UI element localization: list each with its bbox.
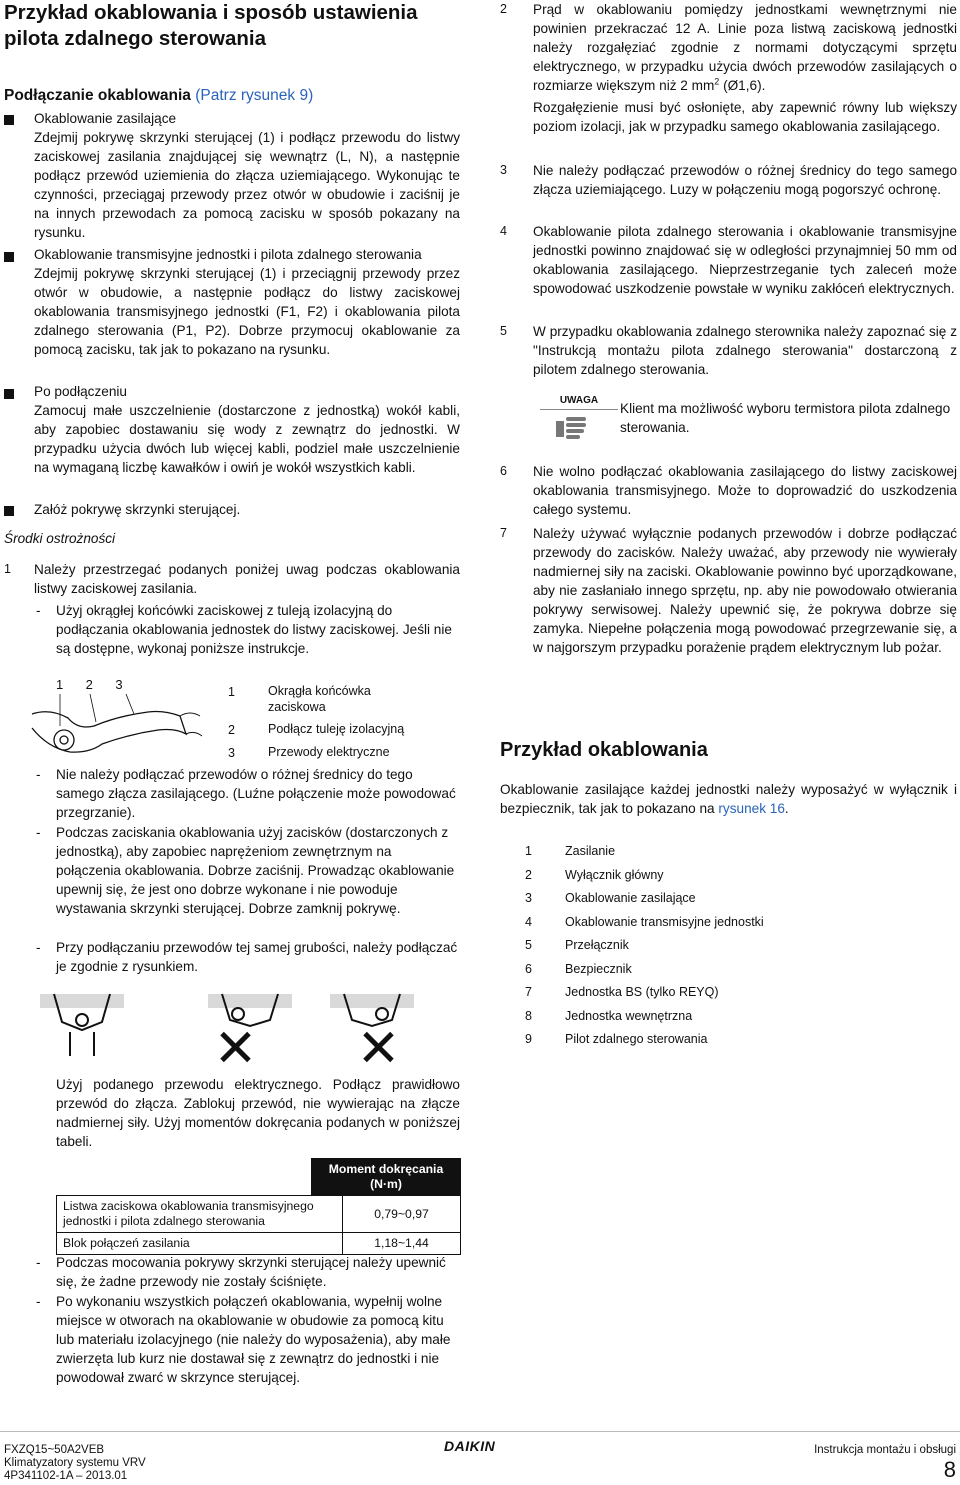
- right-item-6: Nie wolno podłączać okablowania zasilającego do listwy zaciskowej okablowania transmisyjnego. Może to doprowadzić do uszkodzenia całego systemu.: [533, 464, 957, 517]
- note-label: UWAGA: [540, 395, 618, 410]
- dash-marker: -: [36, 1255, 41, 1270]
- legend-item: 8 Jednostka wewnętrzna: [525, 1008, 693, 1023]
- bullet-square-icon: [4, 389, 14, 399]
- legend-number: 1: [228, 685, 235, 699]
- table-cell-value: 0,79~0,97: [343, 1196, 461, 1233]
- precaution-dash-6: Po wykonaniu wszystkich połączeń okablowania, wypełnij wolne miejsce w otworach na okablowanie w obudowie za pomocą kitu lub materiału izolacyjnego (nie należy do wyposażenia), aby małe zwierzęta lub kurz nie dostawał się z zewnątrz do jednostki i nie powodował zwarć w skrzynce sterującej.: [56, 1294, 451, 1385]
- table-cell-label: Listwa zaciskowa okablowania transmisyjnego jednostki i pilota zdalnego sterowania: [57, 1196, 343, 1233]
- correct-connection-icon: [40, 994, 124, 1056]
- legend-item: 5 Przełącznik: [525, 938, 629, 952]
- list-number: 4: [500, 224, 507, 238]
- list-number: 3: [500, 163, 507, 177]
- note-text: Klient ma możliwość wyboru termistora pilota zdalnego sterowania.: [620, 401, 951, 435]
- precaution-dash-4: Przy podłączaniu przewodów tej samej grubości, należy podłączać je zgodnie z rysunkiem.: [56, 940, 458, 974]
- example-legend: [525, 842, 945, 1054]
- legend-label: Przewody elektryczne: [268, 745, 390, 759]
- list-number: 7: [500, 526, 507, 540]
- dash-marker: -: [36, 825, 41, 840]
- dash-marker: -: [36, 940, 41, 955]
- legend-label: Podłącz tuleję izolacyjną: [268, 722, 405, 736]
- dash-marker: -: [36, 603, 41, 618]
- ring-terminal-figure: [30, 690, 210, 760]
- precaution-item-1: Należy przestrzegać podanych poniżej uwag podczas okablowania listwy zaciskowej zasilania.: [34, 562, 460, 596]
- daikin-logo: DAIKIN: [444, 1438, 496, 1454]
- precaution-dash-3: Podczas zaciskania okablowania użyj zacisków (dostarczonych z jednostką), aby zapobiec naprężeniom zewnętrznym na połączenia okablowania. Dobrze zaciśnij. Prowadząc okablowanie upewnij się, że jest ono dobrze wykonane i nie powoduje wystawania skrzynki sterującej. Dobrze zamknij pokrywę.: [56, 825, 455, 916]
- figure-16-link[interactable]: rysunek 16: [718, 801, 785, 816]
- table-cell-label: Blok połączeń zasilania: [57, 1233, 343, 1255]
- cross-icon: [361, 1030, 395, 1064]
- section-title: Podłączanie okablowania (Patrz rysunek 9): [4, 87, 314, 104]
- footer-manual: Instrukcja montażu i obsługi: [814, 1444, 956, 1456]
- bullet-block-cover: Załóż pokrywę skrzynki sterującej.: [34, 502, 241, 517]
- legend-number: 3: [228, 746, 235, 760]
- list-number: 5: [500, 324, 507, 338]
- table-row: [57, 1233, 461, 1255]
- table-header-row: [57, 1159, 461, 1196]
- bullet-square-icon: [4, 115, 14, 125]
- legend-number: 2: [228, 723, 235, 737]
- list-number: 6: [500, 464, 507, 478]
- dash-marker: -: [36, 767, 41, 782]
- legend-item: 3 Okablowanie zasilające: [525, 891, 696, 905]
- cross-icon: [218, 1030, 252, 1064]
- example-title: Przykład okablowania: [500, 739, 708, 761]
- legend-item: 2 Wyłącznik główny: [525, 867, 664, 882]
- legend-label: Okrągła końcówka zaciskowa: [268, 684, 371, 714]
- list-number: 1: [4, 562, 11, 576]
- bullet-block-after-connection: Po podłączeniu Zamocuj małe uszczelnienie (dostarczone z jednostką) wokół kabli, aby zapobiec dostawaniu się wody z zewnątrz do jednostki. W przypadku użycia dwóch lub więcej kabli, podziel małe uszczelnienie na wymaganą liczbę kawałków i owiń je wokół wszystkich kabli.: [34, 384, 460, 475]
- precaution-dash-1: Użyj okrągłej końcówki zaciskowej z tuleją izolacyjną do podłączania okablowania jednostek do listwy zaciskowej. Jeśli nie są dostępne, wykonaj poniższe instrukcje.: [56, 603, 452, 656]
- figure-reference-link[interactable]: (Patrz rysunek 9): [195, 87, 314, 104]
- hand-note-icon: [556, 413, 588, 441]
- table-header: Moment dokręcania (N·m): [312, 1159, 461, 1196]
- page-title: Przykład okablowania i sposób ustawienia pilota zdalnego sterowania: [4, 1, 418, 50]
- table-cell-value: 1,18~1,44: [343, 1233, 461, 1255]
- after-figure-text: Użyj podanego przewodu elektrycznego. Podłącz prawidłowo przewód do złącza. Zablokuj przewód, nie wywierając na złącze nadmiernej siły. Użyj momentów dokręcania podanych w poniższej tabeli.: [56, 1077, 460, 1149]
- legend-item: 7 Jednostka BS (tylko REYQ): [525, 985, 719, 999]
- legend-item: 4 Okablowanie transmisyjne jednostki: [525, 914, 764, 929]
- legend-item: 1 Zasilanie: [525, 844, 616, 858]
- precaution-dash-2: Nie należy podłączać przewodów o różnej średnicy do tego samego złącza zasilającego. (Luźne połączenie może powodować przegrzanie).: [56, 767, 456, 820]
- example-text: Okablowanie zasilające każdej jednostki należy wyposażyć w wyłącznik i bezpiecznik, tak jak to pokazano na rysunek 16.: [500, 782, 957, 816]
- right-item-2-para2: Rozgałęzienie musi być osłonięte, aby zapewnić równy lub większy poziom izolacji, jak w przypadku samego okablowania zasilającego.: [533, 100, 957, 134]
- right-item-5: W przypadku okablowania zdalnego sterownika należy zapoznać się z "Instrukcją montażu pilota zdalnego sterowania" dostarczoną z pilotem zdalnego sterowania.: [533, 324, 957, 377]
- bullet-block-power-wiring: Okablowanie zasilające Zdejmij pokrywę skrzynki sterującej (1) i podłącz przewodu do listwy zaciskowej zasilania znajdującej się wewnątrz (L, N), a następnie podłącz przewód uziemienia do złącza uziemiającego. Wykonując te czynności, przeciągaj przewody przez otwór w obudowie i zaciśnij je na innych przewodach za pomocą zacisku w sposób pokazany na rysunku.: [34, 111, 460, 240]
- torque-table: [56, 1158, 461, 1255]
- table-row: [57, 1196, 461, 1233]
- bullet-block-transmission-wiring: Okablowanie transmisyjne jednostki i pilota zdalnego sterowania Zdejmij pokrywę skrzynki sterującej (1) i przeciągnij przewody przez otwór w obudowie, a następnie podłącz do listwy zaciskowej okablowania transmisyjnego jednostki (F1, F2) i okablowania pilota zdalnego sterowania (P1, P2). Dobrze przymocuj okablowanie za pomocą zacisku, tak jak to pokazano na rysunku.: [34, 247, 460, 357]
- legend-item: 6 Bezpiecznik: [525, 961, 632, 976]
- footer-left: FXZQ15~50A2VEB Klimatyzatory systemu VRV 4P341102-1A – 2013.01: [4, 1444, 146, 1482]
- incorrect-connection-right-icon: [330, 994, 414, 1026]
- right-item-2: Prąd w okablowaniu pomiędzy jednostkami wewnętrznymi nie powinien przekraczać 12 A. Linie poza listwą zaciskową jednostki należy rozgałęziać zgodnie z normami dotyczącymi sprzętu elektrycznego, w przypadku użycia dwóch przewodów zasilających o rozmiarze większym niż 2 $mm^2$ (Ø1,6).: [533, 2, 957, 93]
- right-item-7: Należy używać wyłącznie podanych przewodów i dobrze podłączać przewody do zacisków. Należy uważać, aby przewody nie wywierały nadmiernej siły na zaciski. Okablowanie powinno być uporządkowane, aby nie zasłaniało innego sprzętu, np. aby nie powodowało otwierania pokrywy serwisowej. Należy upewnić się, że pokrywa dobrze się zamyka. Niepełne połączenia mogą powodować przegrzewanie się, a w najgorszym przypadku porażenie prądem elektrycznym lub pożar.: [533, 526, 957, 655]
- dash-marker: -: [36, 1294, 41, 1309]
- bullet-square-icon: [4, 506, 14, 516]
- right-item-4: Okablowanie pilota zdalnego sterowania i okablowanie transmisyjne jednostki powinno znajdować się w odległości przynajmniej 50 mm od okablowania zasilającego. Nieprzestrzeganie tych zaleceń może spowodować uszkodzenie powstałe w wyniku zakłóceń elektrycznych.: [533, 224, 957, 296]
- precaution-dash-5: Podczas mocowania pokrywy skrzynki sterującej należy upewnić się, że żadne przewody nie zostały ściśnięte.: [56, 1255, 446, 1289]
- incorrect-connection-left-icon: [208, 994, 292, 1026]
- precautions-title: Środki ostrożności: [4, 531, 116, 546]
- footer-divider: [0, 1431, 960, 1432]
- right-item-3: Nie należy podłączać przewodów o różnej średnicy do tego samego złącza uziemiającego. Luzy w połączeniu mogą pogorszyć ochronę.: [533, 163, 957, 197]
- page-number: 8: [943, 1457, 956, 1482]
- list-number: 2: [500, 2, 507, 16]
- bullet-square-icon: [4, 252, 14, 262]
- note-box: [540, 395, 618, 447]
- figure-numbers: 1 2 3: [56, 677, 123, 692]
- ring-terminal-drawing: [32, 694, 202, 752]
- legend-item: 9 Pilot zdalnego sterowania: [525, 1032, 708, 1046]
